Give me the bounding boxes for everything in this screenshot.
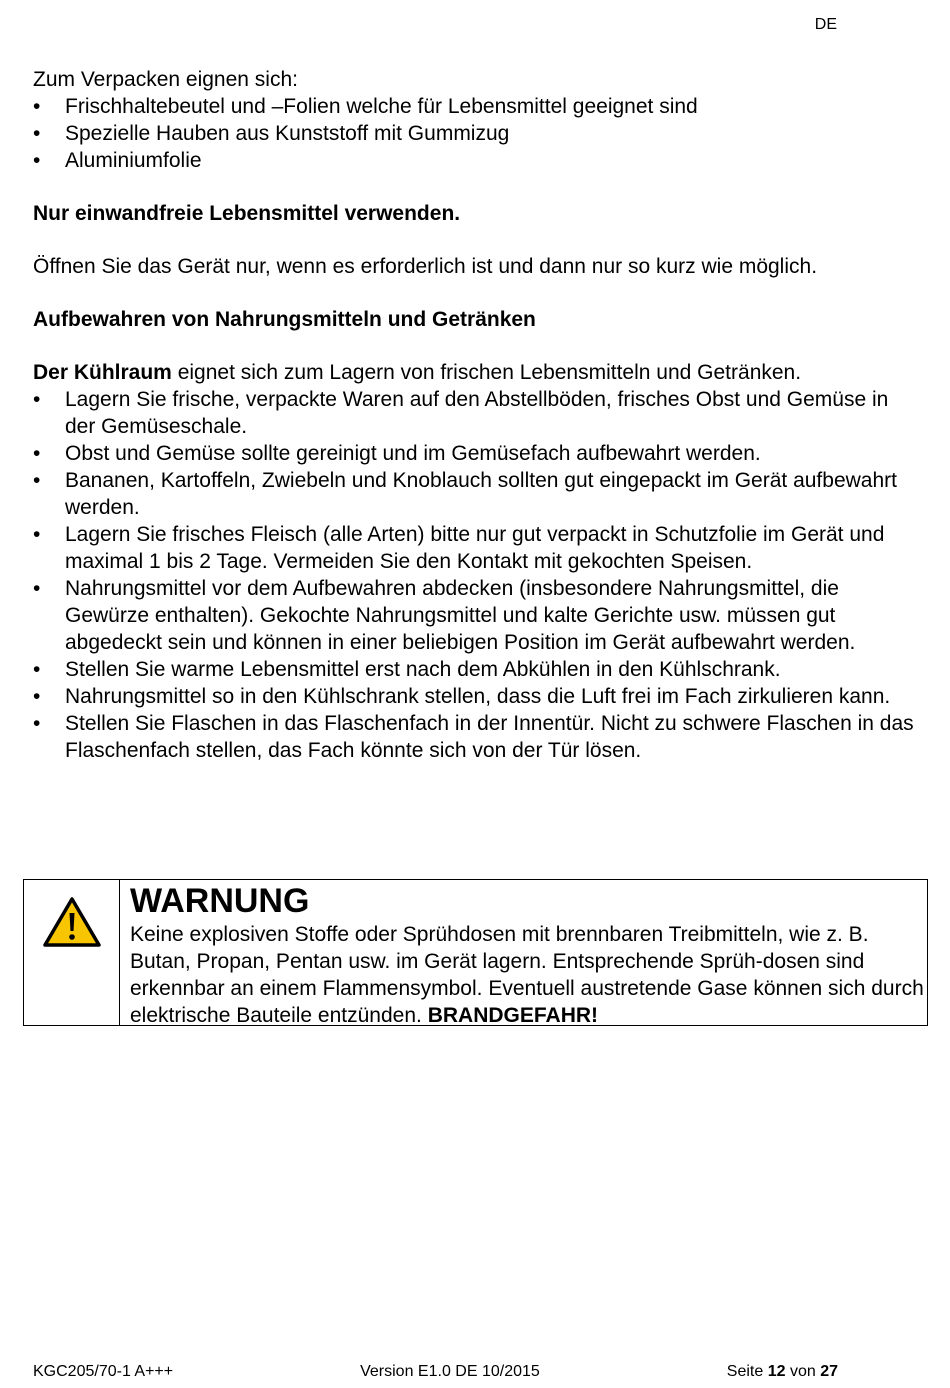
warning-box: [23, 879, 928, 1026]
packing-title: Zum Verpacken eignen sich:: [33, 68, 298, 91]
list-item: • Stellen Sie warme Lebensmittel erst nach dem Abkühlen in den Kühlschrank.: [33, 656, 923, 683]
storage-list: [33, 386, 923, 764]
list-item: • Stellen Sie Flaschen in das Flaschenfach in der Innentür. Nicht zu schwere Flaschen in das Flaschenfach stellen, das Fach könnte sich von der Tür lösen.: [33, 710, 923, 764]
list-item: • Spezielle Hauben aus Kunststoff mit Gummizug: [33, 120, 923, 147]
list-item: • Aluminiumfolie: [33, 147, 923, 174]
footer-page-prefix: Seite: [726, 1363, 768, 1380]
warning-title: WARNUNG: [130, 882, 310, 920]
warning-text: [130, 921, 927, 1029]
packing-list: [33, 93, 923, 174]
warning-triangle-icon: [42, 896, 102, 948]
footer-version: Version E1.0 DE 10/2015: [360, 1363, 540, 1380]
list-item: • Obst und Gemüse sollte gereinigt und im Gemüsefach aufbewahrt werden.: [33, 440, 923, 467]
list-item: • Nahrungsmittel vor dem Aufbewahren abdecken (insbesondere Nahrungsmittel, die Gewürze enthalten). Gekochte Nahrungsmittel und kalte Gerichte usw. müssen gut abgedeckt sein und können in einer beliebigen Position im Gerät aufbewahrt werden.: [33, 575, 923, 656]
list-item: • Lagern Sie frische, verpackte Waren auf den Abstellböden, frisches Obst und Gemüse in der Gemüseschale.: [33, 386, 923, 440]
footer-page-number: 12: [767, 1363, 786, 1380]
footer-page: [727, 1363, 838, 1381]
warning-emphasis: BRANDGEFAHR!: [427, 1004, 599, 1027]
flawless-note: Nur einwandfreie Lebensmittel verwenden.: [33, 202, 461, 225]
storage-intro-bold: Der Kühlraum: [33, 361, 172, 384]
list-item: • Bananen, Kartoffeln, Zwiebeln und Knoblauch sollten gut eingepackt im Gerät aufbewahrt werden.: [33, 467, 923, 521]
footer-page-total: 27: [820, 1363, 838, 1380]
footer-model: KGC205/70-1 A+++: [33, 1363, 174, 1380]
footer-page-mid: von: [785, 1363, 821, 1380]
storage-heading: Aufbewahren von Nahrungsmitteln und Getränken: [33, 308, 536, 331]
list-item: • Lagern Sie frisches Fleisch (alle Arten) bitte nur gut verpackt in Schutzfolie im Gerät und maximal 1 bis 2 Tage. Vermeiden Sie den Kontakt mit gekochten Speisen.: [33, 521, 923, 575]
page-content: [33, 66, 923, 764]
warning-content: [120, 880, 927, 1025]
language-code: DE: [814, 16, 837, 33]
storage-intro: [33, 359, 923, 386]
open-briefly-note: Öffnen Sie das Gerät nur, wenn es erforderlich ist und dann nur so kurz wie möglich.: [33, 255, 818, 278]
page-footer: [33, 1363, 838, 1381]
storage-intro-rest: eignet sich zum Lagern von frischen Lebensmitteln und Getränken.: [171, 361, 802, 384]
list-item: • Nahrungsmittel so in den Kühlschrank stellen, dass die Luft frei im Fach zirkulieren kann.: [33, 683, 923, 710]
warning-body: Keine explosiven Stoffe oder Sprühdosen mit brennbaren Treibmitteln, wie z. B. Butan, Propan, Pentan usw. im Gerät lagern. Entsprechende Sprüh-dosen sind erkennbar an einem Flammensymbol. Eventuell austretende Gase können sich durch elektrische Bauteile entzünden.: [130, 923, 924, 1027]
warning-icon-cell: [24, 880, 120, 1025]
list-item: • Frischhaltebeutel und –Folien welche für Lebensmittel geeignet sind: [33, 93, 923, 120]
